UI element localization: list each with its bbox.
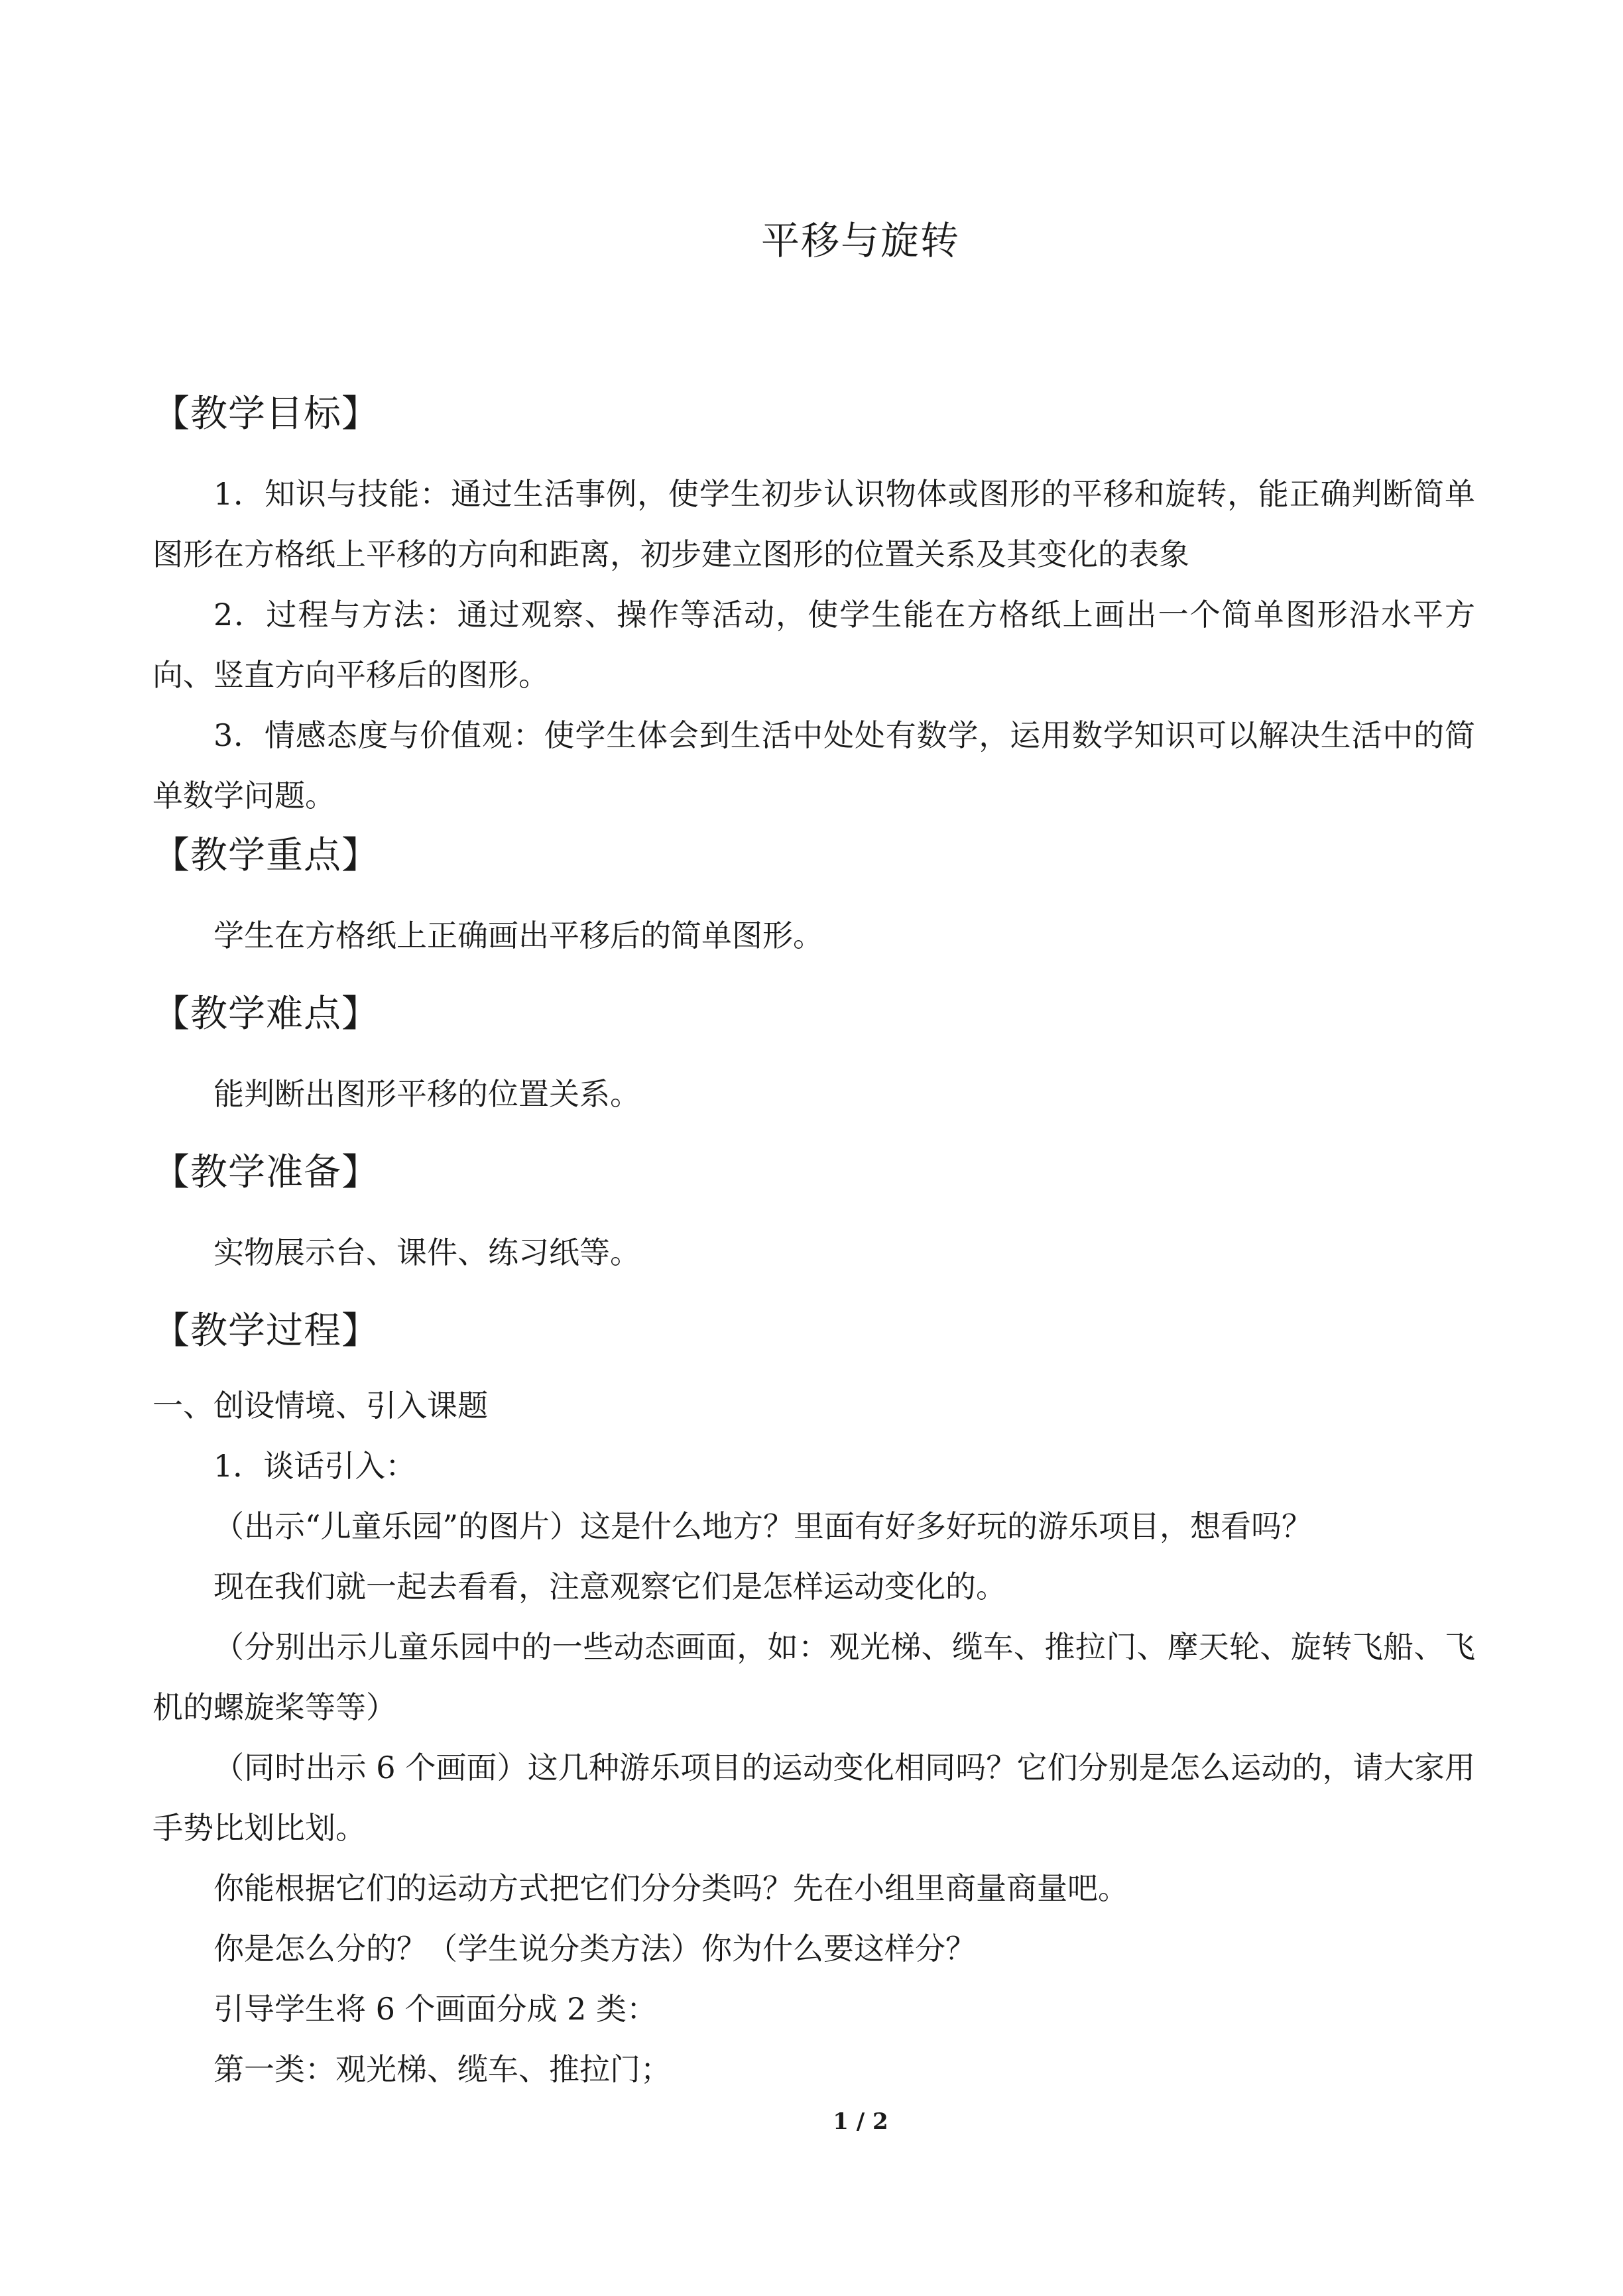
objective-paragraph: 3．情感态度与价值观：使学生体会到生活中处处有数学，运用数学知识可以解决生活中的简单数学问题。: [152, 717, 1475, 814]
process-paragraph: 引导学生将 6 个画面分成 2 类：: [213, 1991, 658, 2027]
section-heading-key-points: 【教学重点】: [152, 834, 379, 877]
document-title: 平移与旋转: [760, 218, 960, 263]
process-paragraph: （分别出示儿童乐园中的一些动态画面，如：观光梯、缆车、推拉门、摩天轮、旋转飞船、飞机的螺旋桨等等）: [152, 1629, 1475, 1725]
process-paragraph: 你是怎么分的？（学生说分类方法）你为什么要这样分？: [213, 1931, 976, 1966]
difficulty-paragraph: 能判断出图形平移的位置关系。: [213, 1076, 640, 1112]
process-paragraph: 第一类：观光梯、缆车、推拉门；: [213, 2051, 671, 2087]
process-paragraph: （出示“儿童乐园”的图片）这是什么地方？里面有好多好玩的游乐项目，想看吗？: [213, 1508, 1313, 1544]
process-paragraph: 现在我们就一起去看看，注意观察它们是怎样运动变化的。: [213, 1569, 1006, 1604]
preparation-paragraph: 实物展示台、课件、练习纸等。: [213, 1235, 640, 1270]
section-heading-objectives: 【教学目标】: [152, 393, 379, 436]
process-part1-heading: 一、创设情境、引入课题: [152, 1388, 488, 1423]
objective-paragraph: 1．知识与技能：通过生活事例，使学生初步认识物体或图形的平移和旋转，能正确判断简单图形在方格纸上平移的方向和距离，初步建立图形的位置关系及其变化的表象: [152, 476, 1475, 572]
section-heading-process: 【教学过程】: [152, 1309, 379, 1353]
objective-paragraph: 2．过程与方法：通过观察、操作等活动，使学生能在方格纸上画出一个简单图形沿水平方向、竖直方向平移后的图形。: [152, 597, 1475, 693]
page-number: 1 / 2: [833, 2108, 888, 2135]
section-heading-preparation: 【教学准备】: [152, 1151, 379, 1194]
key-point-paragraph: 学生在方格纸上正确画出平移后的简单图形。: [213, 918, 823, 953]
section-heading-difficulties: 【教学难点】: [152, 993, 379, 1036]
process-paragraph: （同时出示 6 个画面）这几种游乐项目的运动变化相同吗？它们分别是怎么运动的，请大家用手势比划比划。: [152, 1750, 1475, 1846]
document-body: [152, 385, 1475, 2100]
process-paragraph: 1．谈话引入：: [213, 1448, 416, 1484]
process-paragraph: 你能根据它们的运动方式把它们分分类吗？先在小组里商量商量吧。: [213, 1870, 1128, 1906]
